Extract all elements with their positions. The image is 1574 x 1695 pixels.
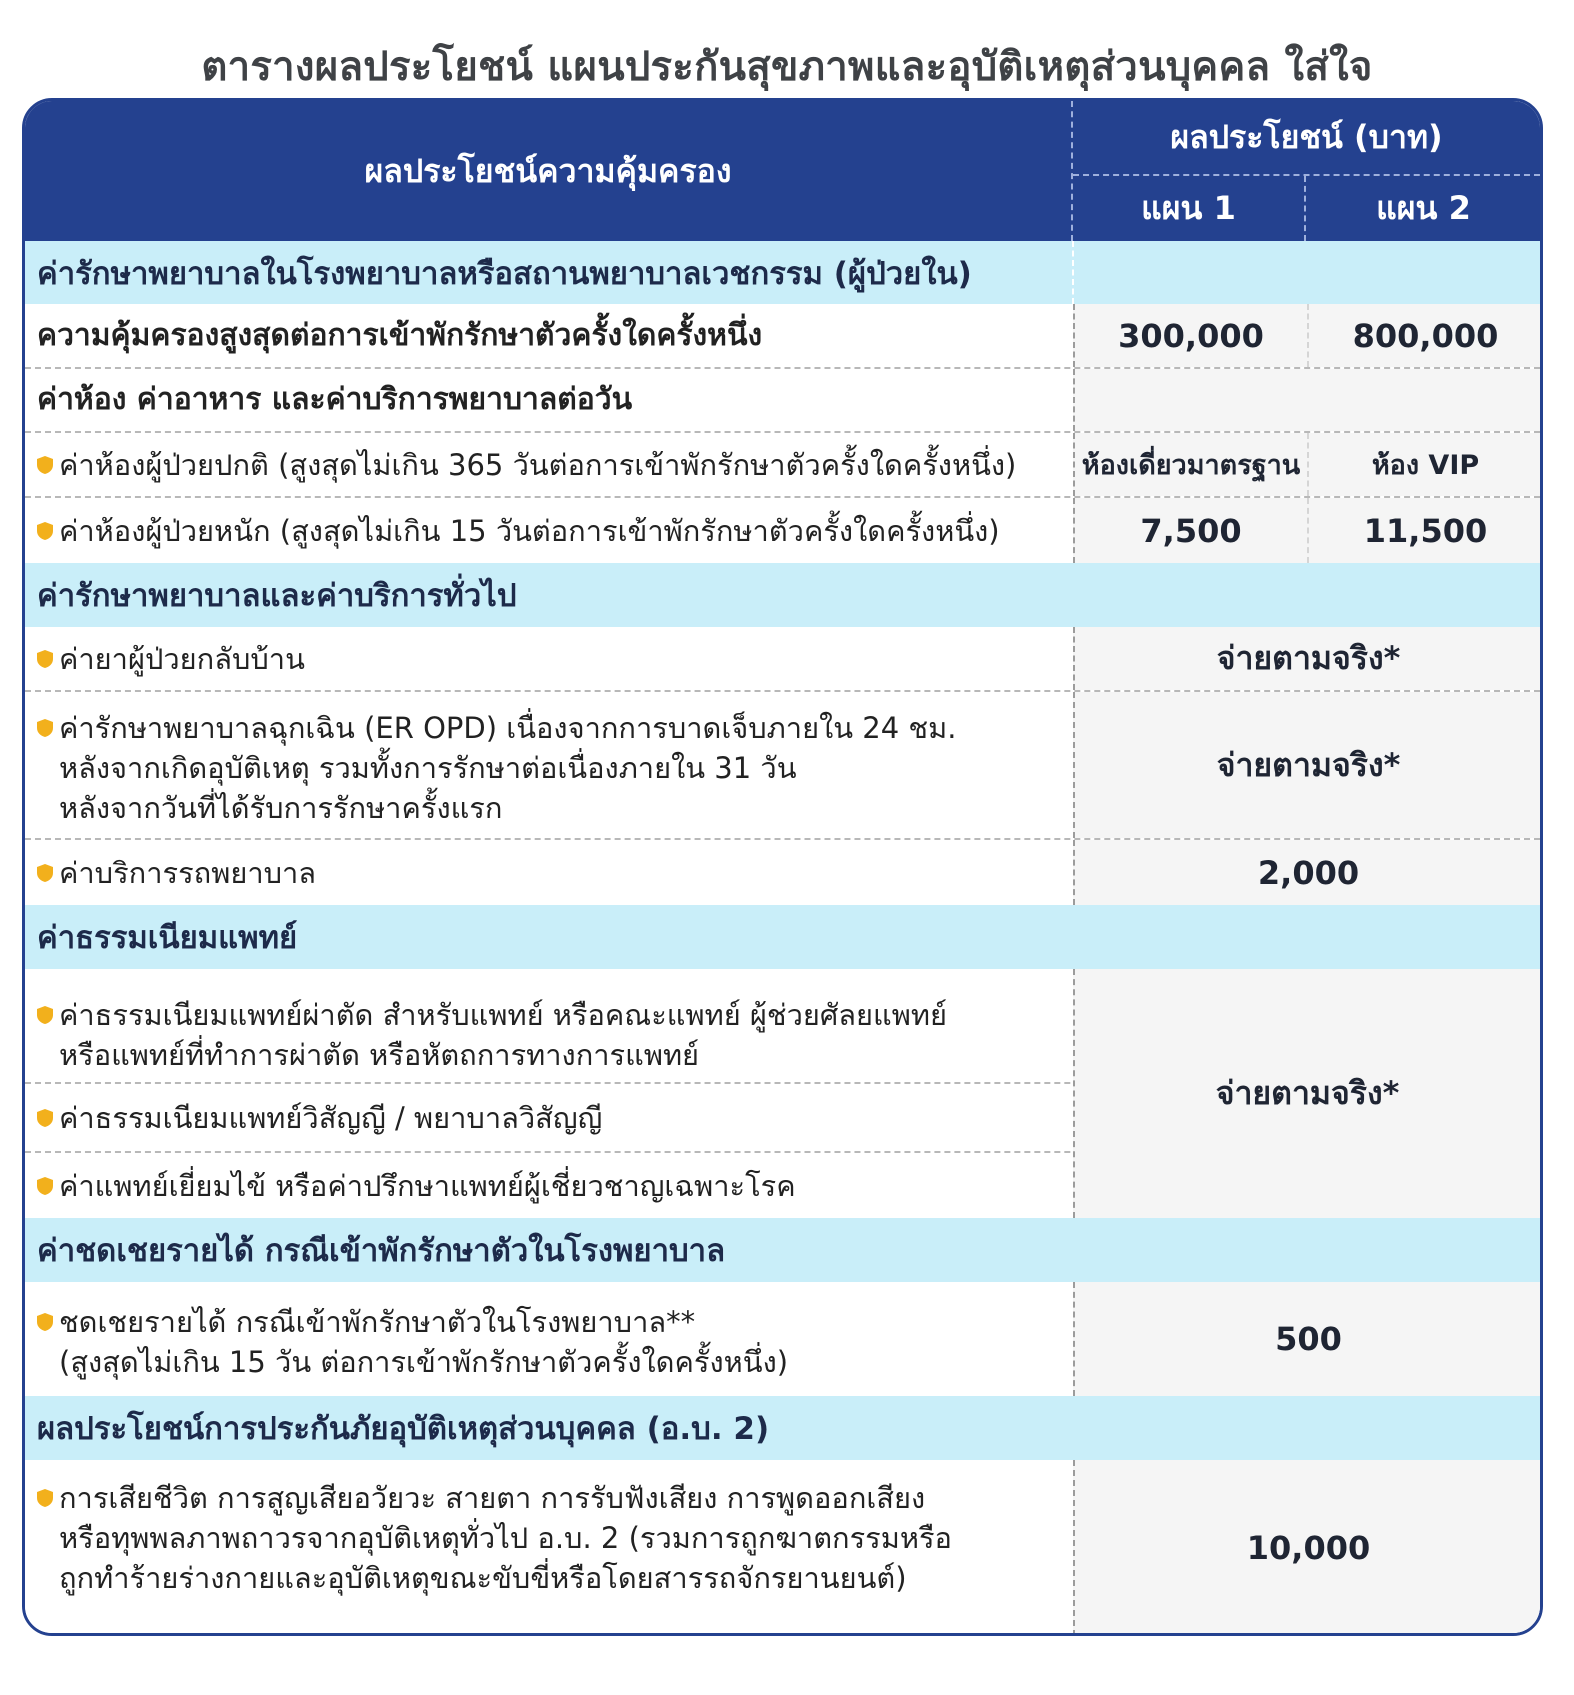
row-values — [1073, 304, 1540, 367]
row-label — [37, 692, 1057, 838]
row-label-lines — [59, 708, 956, 828]
table-row-max-coverage — [25, 304, 1540, 369]
shield-bullet-icon — [37, 522, 53, 540]
row-label — [37, 498, 1057, 563]
shield-bullet-icon — [37, 864, 53, 882]
row-label-text: ค่าธรรมเนียมแพทย์วิสัญญี / พยาบาลวิสัญญี — [59, 1100, 603, 1135]
section-accident — [25, 1396, 1540, 1460]
row-value: 2,000 — [1257, 853, 1360, 892]
row-label-text: ค่าแพทย์เยี่ยมไข้ หรือค่าปรึกษาแพทย์ผู้เชี่ยวชาญเฉพาะโรค — [59, 1168, 796, 1203]
row-label-lines — [59, 1478, 952, 1598]
shield-bullet-icon — [37, 650, 53, 668]
section-income — [25, 1218, 1540, 1282]
label-line: ค่ารักษาพยาบาลฉุกเฉิน (ER OPD) เนื่องจากการบาดเจ็บภายใน 24 ชม. — [59, 711, 957, 745]
label-line: การเสียชีวิต การสูญเสียอวัยวะ สายตา การรับฟังเสียง การพูดออกเสียง — [59, 1481, 926, 1515]
label-line: ค่าธรรมเนียมแพทย์ผ่าตัด สำหรับแพทย์ หรือคณะแพทย์ ผู้ช่วยศัลยแพทย์ — [59, 998, 947, 1032]
row-label — [37, 433, 1057, 496]
page-title: ตารางผลประโยชน์ แผนประกันสุขภาพและอุบัติเหตุส่วนบุคคล ใส่ใจ — [201, 44, 1373, 90]
section-label: ค่ารักษาพยาบาลในโรงพยาบาลหรือสถานพยาบาลเวชกรรม (ผู้ป่วยใน) — [37, 255, 972, 292]
row-values — [1073, 369, 1540, 431]
shield-bullet-icon — [37, 1006, 53, 1024]
row-value: 10,000 — [1246, 1529, 1371, 1567]
row-values — [1073, 692, 1540, 838]
label-line: หรือทุพพลภาพถาวรจากอุบัติเหตุทั่วไป อ.บ. 2 (รวมการถูกฆาตกรรมหรือ — [59, 1521, 952, 1555]
row-label-text: ค่ายาผู้ป่วยกลับบ้าน — [59, 641, 305, 676]
table-row-er-opd — [25, 692, 1540, 840]
plan2-value: 800,000 — [1352, 316, 1499, 355]
header-plan2: แผน 2 — [1376, 189, 1471, 227]
row-label — [37, 840, 1057, 905]
table-row-death — [25, 1460, 1540, 1636]
shield-bullet-icon — [37, 1177, 53, 1195]
row-label-lines — [59, 1302, 788, 1382]
plan1-value: 7,500 — [1075, 498, 1309, 563]
row-label — [37, 1153, 1057, 1218]
row-values — [1073, 840, 1540, 905]
table-row-income-comp — [25, 1282, 1540, 1396]
shield-bullet-icon — [37, 1313, 53, 1331]
row-label — [37, 627, 1057, 690]
section-doctor — [25, 905, 1540, 969]
plan1-value: 300,000 — [1075, 304, 1309, 367]
table-row-home-medicine — [25, 627, 1540, 692]
row-values — [1073, 498, 1540, 563]
row-value: จ่ายตามจริง* — [1216, 639, 1401, 677]
label-line: หลังจากเกิดอุบัติเหตุ รวมทั้งการรักษาต่อเนื่องภายใน 31 วัน — [59, 751, 797, 785]
section-label: ค่าชดเชยรายได้ กรณีเข้าพักรักษาตัวในโรงพยาบาล — [37, 1233, 726, 1269]
plan2-value: 11,500 — [1363, 511, 1488, 550]
row-label — [37, 1460, 1057, 1636]
row-label — [37, 1084, 1057, 1151]
label-line: หรือแพทย์ที่ทำการผ่าตัด หรือหัตถการทางการแพทย์ — [59, 1038, 700, 1072]
row-label-text: ค่าห้องผู้ป่วยหนัก (สูงสุดไม่เกิน 15 วันต่อการเข้าพักรักษาตัวครั้งใดครั้งหนึ่ง) — [59, 513, 1000, 548]
section-divider — [1072, 241, 1076, 304]
benefit-table — [22, 98, 1543, 1636]
row-label-text: ค่าบริการรถพยาบาล — [59, 855, 317, 890]
table-row-normal-room — [25, 433, 1540, 498]
label-line: ชดเชยรายได้ กรณีเข้าพักรักษาตัวในโรงพยาบาล** — [59, 1305, 696, 1339]
row-value: จ่ายตามจริง* — [1216, 745, 1401, 784]
row-label-lines — [59, 995, 947, 1075]
row-values — [1073, 1282, 1540, 1396]
shield-bullet-icon — [37, 1109, 53, 1127]
label-line: (สูงสุดไม่เกิน 15 วัน ต่อการเข้าพักรักษาตัวครั้งใดครั้งหนึ่ง) — [59, 1345, 789, 1379]
row-label: ค่าห้อง ค่าอาหาร และค่าบริการพยาบาลต่อวัน — [37, 382, 633, 417]
plan1-value: ห้องเดี่ยวมาตรฐาน — [1075, 433, 1309, 496]
label-line: หลังจากวันที่ได้รับการรักษาครั้งแรก — [59, 791, 503, 825]
row-values — [1073, 627, 1540, 690]
table-row-ambulance — [25, 840, 1540, 905]
doctor-fees-value: จ่ายตามจริง* — [1073, 969, 1540, 1218]
table-row-icu-room — [25, 498, 1540, 563]
section-general — [25, 563, 1540, 627]
label-line: ถูกทำร้ายร่างกายและอุบัติเหตุขณะขับขี่หรือโดยสารรถจักรยานยนต์) — [59, 1561, 907, 1595]
section-label: ค่าธรรมเนียมแพทย์ — [37, 920, 298, 956]
plan2-value: ห้อง VIP — [1371, 450, 1480, 481]
section-inpatient — [25, 241, 1540, 304]
row-values — [1073, 1460, 1540, 1636]
row-value: 500 — [1275, 1320, 1342, 1358]
row-label: ความคุ้มครองสูงสุดต่อการเข้าพักรักษาตัวครั้งใดครั้งหนึ่ง — [37, 317, 763, 353]
row-label-text: ค่าห้องผู้ป่วยปกติ (สูงสุดไม่เกิน 365 วันต่อการเข้าพักรักษาตัวครั้งใดครั้งหนึ่ง) — [59, 447, 1017, 482]
shield-bullet-icon — [37, 1489, 53, 1507]
row-label — [37, 1282, 1057, 1396]
table-header — [25, 101, 1540, 241]
shield-bullet-icon — [37, 456, 53, 474]
shield-bullet-icon — [37, 719, 53, 737]
row-values — [1073, 433, 1540, 496]
section-label: ค่ารักษาพยาบาลและค่าบริการทั่วไป — [37, 578, 517, 614]
header-coverage: ผลประโยชน์ความคุ้มครอง — [25, 101, 1073, 241]
table-row-room-header — [25, 369, 1540, 433]
row-label — [37, 969, 1057, 1082]
section-label: ผลประโยชน์การประกันภัยอุบัติเหตุส่วนบุคคล (อ.บ. 2) — [37, 1411, 770, 1447]
header-benefit: ผลประโยชน์ (บาท) — [1073, 101, 1540, 176]
header-plan1: แผน 1 — [1073, 176, 1306, 241]
